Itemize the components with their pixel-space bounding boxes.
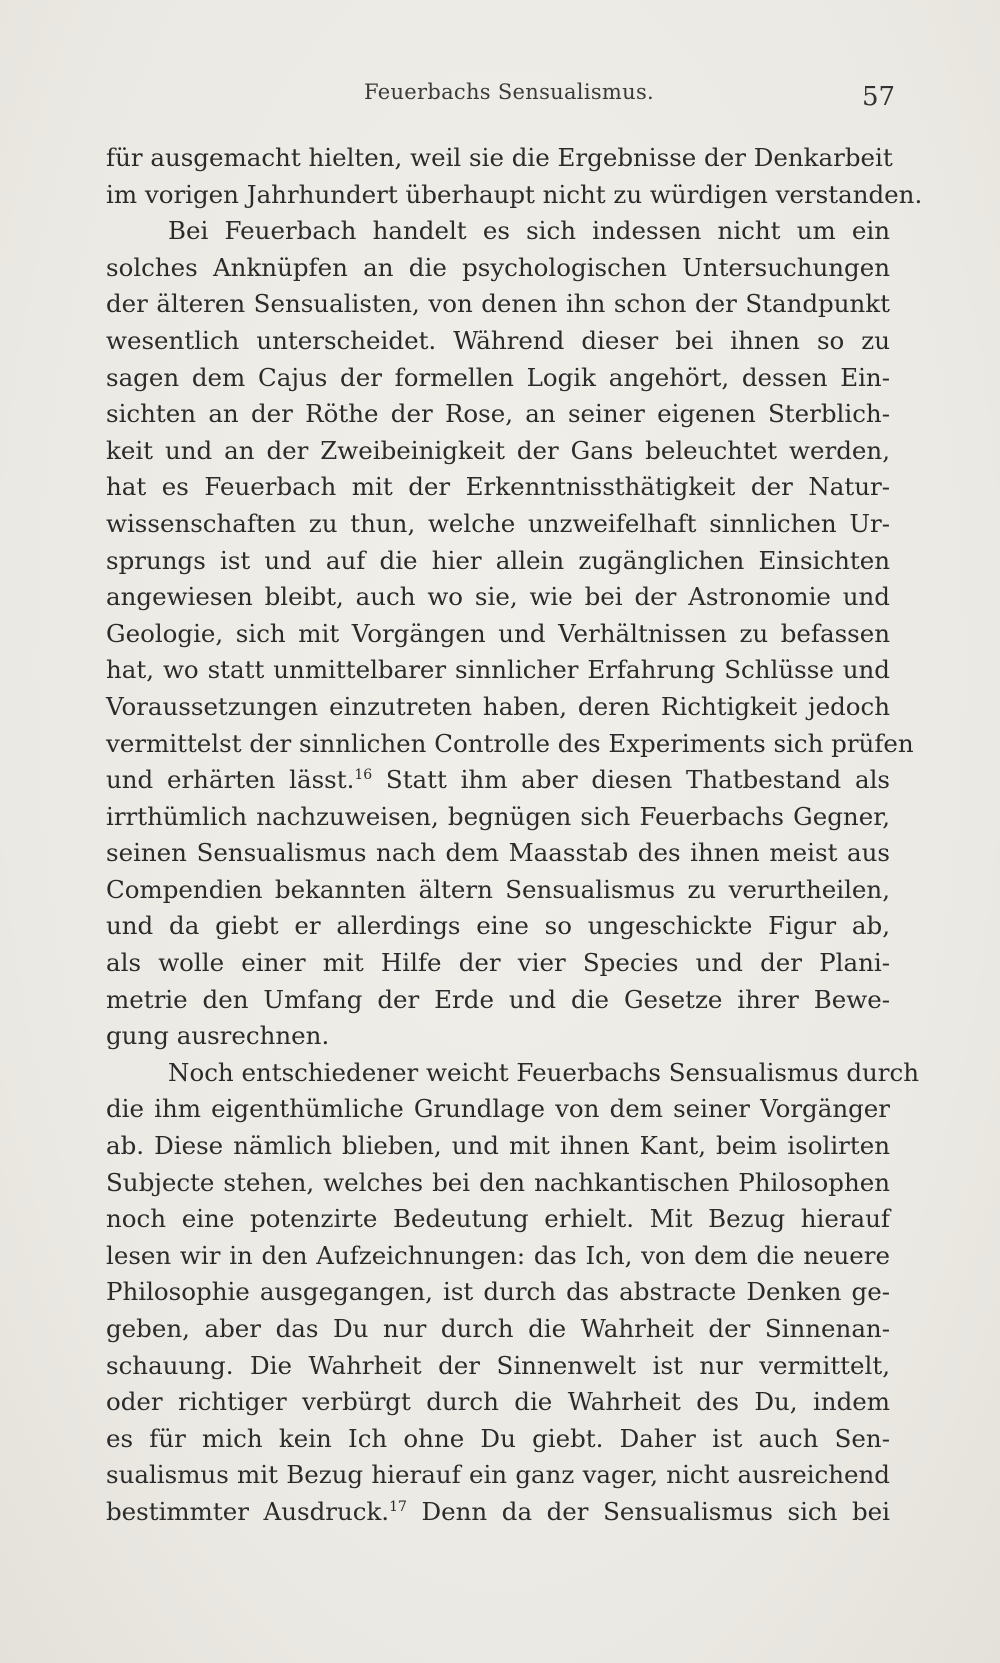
text-line: oder richtiger verbürgt durch die Wahrheit des Du, indem	[106, 1387, 890, 1417]
text-line: angewiesen bleibt, auch wo sie, wie bei der Astronomie und	[106, 582, 890, 612]
text-line: gung ausrechnen.	[106, 1021, 330, 1051]
text-line: keit und an der Zweibeinigkeit der Gans beleuchtet werden,	[106, 435, 890, 465]
text-line: und da giebt er allerdings eine so ungeschickte Figur ab,	[106, 911, 890, 941]
text-line: Geologie, sich mit Vorgängen und Verhältnissen zu befassen	[106, 618, 890, 648]
line-text: Denn da der Sensualismus sich bei	[406, 1496, 890, 1526]
text-line: ab. Diese nämlich blieben, und mit ihnen Kant, beim isolirten	[106, 1131, 890, 1161]
text-line: im vorigen Jahrhundert überhaupt nicht zu würdigen verstanden.	[106, 179, 923, 209]
running-head	[0, 80, 1000, 120]
text-line: solches Anknüpfen an die psychologischen Untersuchungen	[106, 252, 890, 282]
text-line: sagen dem Cajus der formellen Logik angehört, dessen Ein-	[106, 362, 890, 392]
text-line: wissenschaften zu thun, welche unzweifelhaft sinnlichen Ur-	[106, 508, 890, 538]
text-line: die ihm eigenthümliche Grundlage von dem seiner Vorgänger	[106, 1094, 890, 1124]
text-line: der älteren Sensualisten, von denen ihn schon der Standpunkt	[106, 289, 890, 319]
text-line: Compendien bekannten ältern Sensualismus zu verurtheilen,	[106, 874, 890, 904]
text-line: wesentlich unterscheidet. Während dieser bei ihnen so zu	[106, 325, 890, 355]
text-line: hat es Feuerbach mit der Erkenntnissthätigkeit der Natur-	[106, 472, 890, 502]
text-line: geben, aber das Du nur durch die Wahrheit der Sinnenan-	[106, 1314, 890, 1343]
text-line: als wolle einer mit Hilfe der vier Species und der Plani-	[106, 948, 890, 978]
text-line: metrie den Umfang der Erde und die Gesetze ihrer Bewe-	[106, 984, 890, 1014]
text-line: es für mich kein Ich ohne Du giebt. Daher ist auch Sen-	[106, 1423, 890, 1453]
line-text: bestimmter Ausdruck.	[106, 1496, 390, 1526]
text-line: sichten an der Röthe der Rose, an seiner eigenen Sterblich-	[106, 399, 890, 429]
footnote-marker[interactable]: 17	[389, 1498, 407, 1515]
text-line-with-footnote	[106, 762, 890, 799]
text-line: Bei Feuerbach handelt es sich indessen nicht um ein	[168, 216, 890, 246]
text-line-with-footnote	[106, 1494, 890, 1531]
line-text: und erhärten lässt.	[106, 765, 355, 795]
text-line: Noch entschiedener weicht Feuerbachs Sensualismus durch	[168, 1057, 920, 1087]
page-number: 57	[862, 82, 896, 112]
text-line: lesen wir in den Aufzeichnungen: das Ich, von dem die neuere	[106, 1240, 890, 1270]
text-line: Subjecte stehen, welches bei den nachkantischen Philosophen	[106, 1167, 890, 1197]
body-text	[106, 140, 923, 1531]
text-line: sprungs ist und auf die hier allein zugänglichen Einsichten	[106, 545, 890, 575]
footnote-marker[interactable]: 16	[354, 767, 373, 784]
running-title: Feuerbachs Sensualismus.	[364, 80, 655, 104]
text-line: für ausgemacht hielten, weil sie die Ergebnisse der Denkarbeit	[106, 143, 893, 172]
text-line: Voraussetzungen einzutreten haben, deren Richtigkeit jedoch	[106, 691, 890, 721]
text-line: seinen Sensualismus nach dem Maasstab des ihnen meist aus	[106, 838, 890, 868]
text-line: schauung. Die Wahrheit der Sinnenwelt ist nur vermittelt,	[106, 1350, 890, 1380]
text-line: sualismus mit Bezug hierauf ein ganz vager, nicht ausreichend	[106, 1460, 890, 1490]
line-text: Statt ihm aber diesen Thatbestand als	[372, 765, 890, 795]
text-line: irrthümlich nachzuweisen, begnügen sich Feuerbachs Gegner,	[106, 801, 890, 831]
text-line: Philosophie ausgegangen, ist durch das abstracte Denken ge-	[106, 1277, 890, 1307]
text-line: vermittelst der sinnlichen Controlle des Experiments sich prüfen	[106, 728, 914, 758]
text-line: hat, wo statt unmittelbarer sinnlicher Erfahrung Schlüsse und	[106, 655, 890, 685]
text-line: noch eine potenzirte Bedeutung erhielt. Mit Bezug hierauf	[106, 1204, 890, 1234]
